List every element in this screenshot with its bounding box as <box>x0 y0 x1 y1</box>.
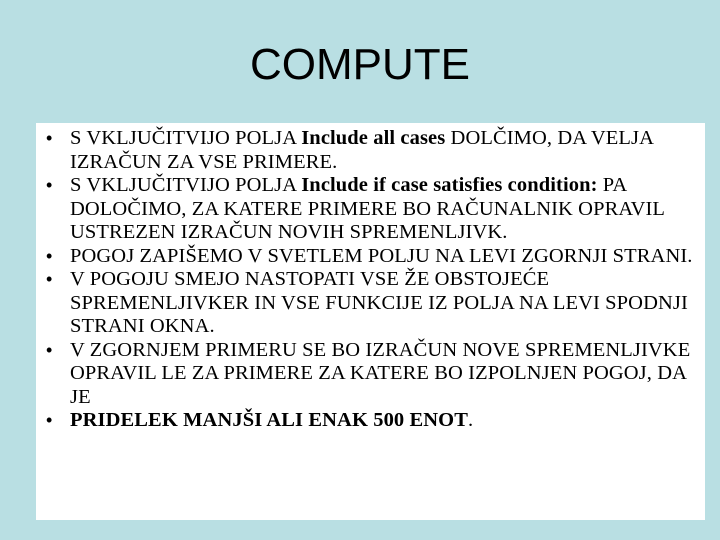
bullet-bold-text: Include if case satisfies condition: <box>301 174 598 196</box>
bullet-text: POGOJ ZAPIŠEMO V SVETLEM POLJU NA LEVI ZGORNJI STRANI. <box>70 244 693 267</box>
bullet-item <box>46 174 697 245</box>
bullet-text: S VKLJUČITVIJO POLJA <box>70 174 302 196</box>
bullet-text: V ZGORNJEM PRIMERU SE BO IZRAČUN NOVE SPREMENLJIVKE OPRAVIL LE ZA PRIMERE ZA KATERE BO IZPOLNJEN POGOJ, DA JE <box>70 338 691 408</box>
bullet-text-tail: . <box>468 409 474 431</box>
bullet-item <box>46 268 697 339</box>
bullet-item <box>46 245 697 269</box>
bullet-list <box>46 127 697 433</box>
bullet-icon: • <box>46 339 53 360</box>
bullet-item <box>46 409 697 433</box>
bullet-icon: • <box>46 410 53 430</box>
bullet-text-tail: DOLČIMO, DA VELJA IZRAČUN ZA VSE PRIMERE. <box>70 127 653 173</box>
slide-title: COMPUTE <box>250 40 470 89</box>
bullet-icon: • <box>46 128 53 148</box>
bullet-item <box>46 127 697 174</box>
bullet-icon: • <box>46 269 53 289</box>
bullet-text: S VKLJUČITVIJO POLJA <box>70 127 302 149</box>
bullet-icon: • <box>46 175 53 195</box>
bullet-bold-text: Include all cases <box>301 127 446 149</box>
content-box <box>36 123 705 520</box>
bullet-icon: • <box>46 245 53 266</box>
bullet-item <box>46 339 697 410</box>
bullet-text: V POGOJU SMEJO NASTOPATI VSE ŽE OBSTOJEĆE SPREMENLJIVKER IN VSE FUNKCIJE IZ POLJA NA LEVI SPODNJI STRANI OKNA. <box>70 268 688 337</box>
bullet-text-tail: PA DOLOČIMO, ZA KATERE PRIMERE BO RAČUNALNIK OPRAVIL USTREZEN IZRAČUN NOVIH SPREMENLJIVK. <box>70 174 665 243</box>
bullet-bold-text: PRIDELEK MANJŠI ALI ENAK 500 ENOT <box>70 409 468 431</box>
